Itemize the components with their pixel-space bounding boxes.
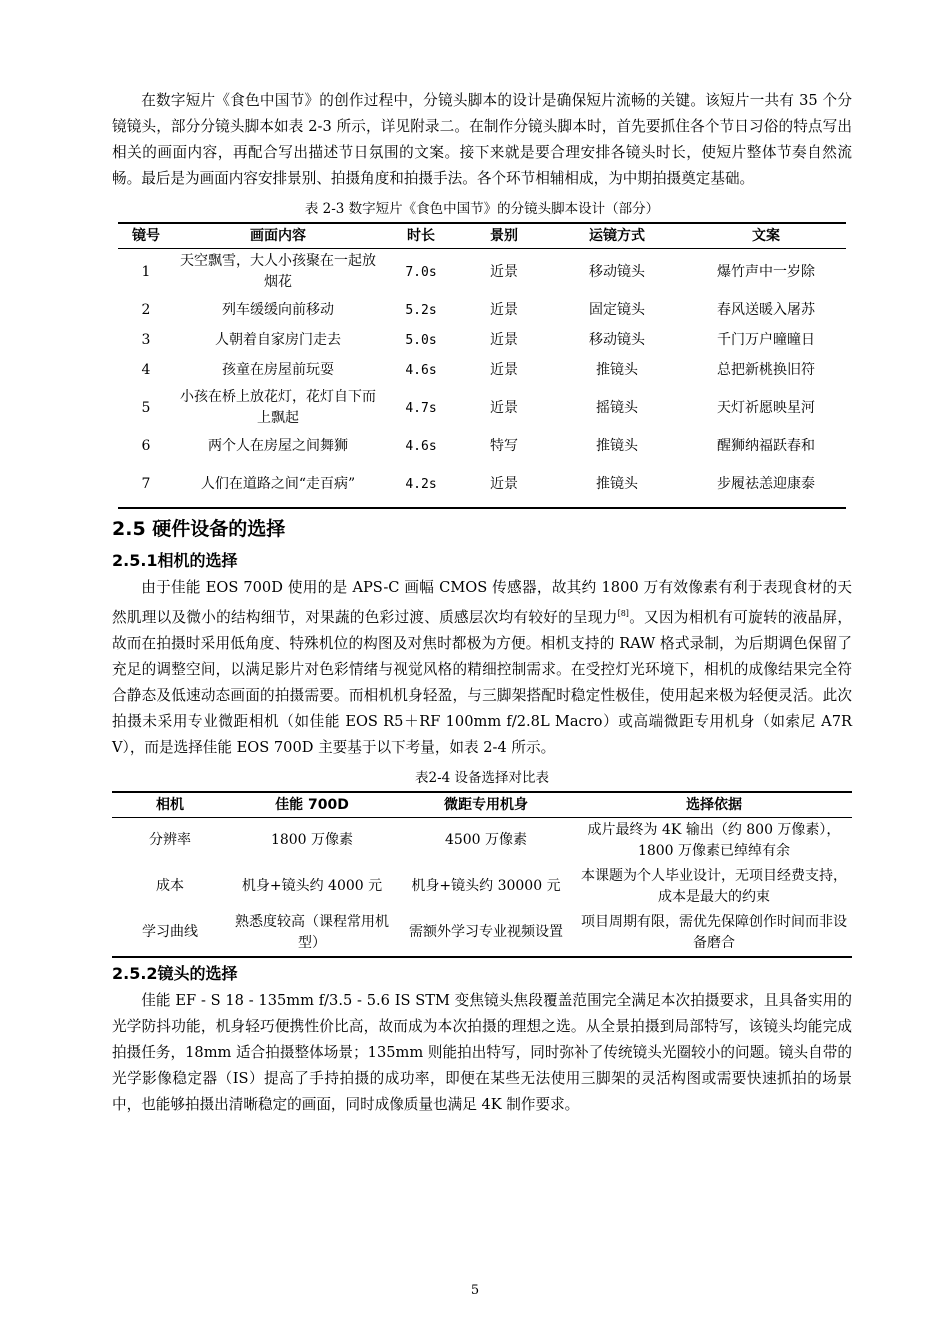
- table-cell: 近景: [490, 301, 518, 318]
- table-cell: 成片最终为 4K 输出（约 800 万像素），1800 万像素已绰绰有余: [587, 821, 841, 859]
- section-heading-2-5-1: 2.5.1相机的选择: [112, 551, 238, 570]
- table-cell: 摇镜头: [596, 399, 638, 416]
- table-row: [118, 431, 846, 461]
- table-cell: 4.6s: [405, 362, 437, 378]
- col-header: 相机: [112, 792, 228, 818]
- page-content: [112, 88, 852, 1118]
- table-cell: 本课题为个人毕业设计，无项目经费支持，成本是最大的约束: [581, 867, 847, 905]
- table-cell: 近景: [490, 361, 518, 378]
- section-heading-2-5-2: 2.5.2镜头的选择: [112, 963, 238, 983]
- table-cell: 机身+镜头约 4000 元: [241, 878, 383, 895]
- table-cell: 近景: [490, 475, 518, 492]
- col-header: 时长: [382, 223, 460, 249]
- table-row: [118, 295, 846, 325]
- table-header-row: [112, 792, 852, 818]
- table-row: [118, 249, 846, 296]
- col-header: 画面内容: [174, 223, 382, 249]
- table-cell: 5: [141, 399, 151, 416]
- table-cell: 小孩在桥上放花灯，花灯自下而上飘起: [180, 389, 376, 426]
- table-header-row: [118, 223, 846, 249]
- intro-paragraph: 在数字短片《食色中国节》的创作过程中，分镜头脚本的设计是确保短片流畅的关键。该短片一共有 35 个分镜镜头，部分分镜头脚本如表 2-3 所示，详见附录二。在制作分镜头脚本时，首先要抓住各个节日习俗的特点写出相关的画面内容，再配合写出描述节日氛围的文案。接下来就是要合理安排各镜头时长，使短片整体节奏自然流畅。最后是为画面内容安排景别、拍摄角度和拍摄手法。各个环节相辅相成，为中期拍摄奠定基础。: [112, 92, 852, 187]
- table-cell: 醒狮纳福跃春和: [717, 437, 815, 454]
- table-cell: 天空飘雪，大人小孩聚在一起放烟花: [180, 253, 376, 290]
- table-cell: 春风送暖入屠苏: [717, 301, 815, 318]
- table-row: [112, 817, 852, 864]
- table-cell: 天灯祈愿映星河: [717, 399, 815, 416]
- storyboard-table: [118, 222, 846, 509]
- table-cell: 近景: [490, 331, 518, 348]
- table-cell: 人们在道路之间“走百病”: [200, 475, 356, 492]
- table-cell: 6: [141, 437, 151, 454]
- page-number: 5: [470, 1283, 480, 1298]
- col-header: 文案: [686, 223, 846, 249]
- table-cell: 分辨率: [149, 832, 191, 849]
- section-heading-2-5: 2.5 硬件设备的选择: [112, 518, 286, 540]
- table-cell: 项目周期有限，需优先保障创作时间而非设备磨合: [581, 913, 847, 951]
- table-cell: 熟悉度较高（课程常用机型）: [235, 913, 389, 951]
- camera-text-a: 由于佳能 EOS 700D 使用的是 APS-C 画幅 CMOS 传感器，故其约 1800 万有效像素有利于表现食材的天然肌理以及微小的结构细节，对果蔬的色彩过渡、质感层次均有较好的呈现力: [112, 579, 852, 626]
- camera-text-b: 。又因为相机有可旋转的液晶屏，故而在拍摄时采用低角度、特殊机位的构图及对焦时都极为方便。相机支持的 RAW 格式录制，为后期调色保留了充足的调整空间，以满足影片对色彩情绪与视觉风格的精细控制需求。在受控灯光环境下，相机的成像结果完全符合静态及低速动态画面的拍摄需要。而相机机身轻盈，与三脚架搭配时稳定性极佳，使用起来极为轻便灵活。此次拍摄未采用专业微距相机（如佳能 EOS R5＋RF 100mm f/2.8L Macro）或高端微距专用机身（如索尼 A7R V），而是选择佳能 EOS 700D 主要基于以下考量，如表 2-4 所示。: [112, 608, 852, 756]
- table-cell: 固定镜头: [589, 301, 645, 318]
- table-cell: 成本: [156, 878, 184, 895]
- col-header: 运镜方式: [548, 223, 686, 249]
- table-cell: 4: [141, 361, 151, 378]
- table-cell: 7.0s: [405, 264, 437, 280]
- table-cell: 千门万户曈曈日: [717, 331, 815, 348]
- citation-ref: [8]: [617, 609, 629, 618]
- camera-paragraph: [112, 575, 852, 761]
- table-cell: 4.6s: [405, 438, 437, 454]
- col-header: 镜号: [118, 223, 174, 249]
- table-cell: 5.2s: [405, 302, 437, 318]
- table-cell: 特写: [490, 437, 518, 454]
- table-cell: 学习曲线: [142, 924, 198, 941]
- table-cell: 需额外学习专业视频设置: [409, 924, 563, 941]
- table-cell: 推镜头: [596, 361, 638, 378]
- col-header: 微距专用机身: [396, 792, 576, 818]
- table-row: [118, 461, 846, 508]
- col-header: 佳能 700D: [228, 792, 396, 818]
- table1-caption: 表 2-3 数字短片《食色中国节》的分镜头脚本设计（部分）: [304, 201, 660, 217]
- table-cell: 近景: [490, 399, 518, 416]
- table-cell: 爆竹声中一岁除: [717, 263, 815, 280]
- table-cell: 近景: [490, 263, 518, 280]
- table-cell: 两个人在房屋之间舞狮: [208, 437, 348, 454]
- table-cell: 1800 万像素: [270, 832, 354, 849]
- table-cell: 推镜头: [596, 475, 638, 492]
- table-cell: 移动镜头: [589, 263, 645, 280]
- table-cell: 4.7s: [405, 400, 437, 416]
- table-cell: 列车缓缓向前移动: [222, 301, 334, 318]
- table-cell: 机身+镜头约 30000 元: [411, 878, 561, 895]
- table-cell: 1: [141, 263, 151, 280]
- table-cell: 推镜头: [596, 437, 638, 454]
- table-row: [118, 355, 846, 385]
- table-row: [118, 385, 846, 431]
- table-cell: 移动镜头: [589, 331, 645, 348]
- table-cell: 人朝着自家房门走去: [215, 331, 341, 348]
- table2-caption: 表2-4 设备选择对比表: [414, 769, 550, 786]
- table-cell: 3: [141, 331, 151, 348]
- table-row: [112, 864, 852, 910]
- table-cell: 4.2s: [405, 476, 437, 492]
- col-header: 景别: [460, 223, 548, 249]
- table-row: [118, 325, 846, 355]
- table-cell: 5.0s: [405, 332, 437, 348]
- equipment-comparison-table: [112, 791, 852, 958]
- table-row: [112, 910, 852, 957]
- table-cell: 步履祛恙迎康泰: [717, 475, 815, 492]
- lens-paragraph: 佳能 EF - S 18 - 135mm f/3.5 - 5.6 IS STM 变焦镜头焦段覆盖范围完全满足本次拍摄要求，且具备实用的光学防抖功能，机身轻巧便携性价比高，故而成为本次拍摄的理想之选。从全景拍摄到局部特写，该镜头均能完成拍摄任务，18mm 适合拍摄整体场景；135mm 则能拍出特写，同时弥补了传统镜头光圈较小的问题。镜头自带的光学影像稳定器（IS）提高了手持拍摄的成功率，即便在某些无法使用三脚架的灵活构图或需要快速抓拍的场景中，也能够拍摄出清晰稳定的画面，同时成像质量也满足 4K 制作要求。: [112, 991, 852, 1113]
- table-cell: 7: [141, 475, 151, 492]
- table-cell: 孩童在房屋前玩耍: [222, 361, 334, 378]
- col-header: 选择依据: [576, 792, 852, 818]
- table-cell: 2: [141, 301, 151, 318]
- table-cell: 4500 万像素: [444, 832, 528, 849]
- table-cell: 总把新桃换旧符: [717, 361, 815, 378]
